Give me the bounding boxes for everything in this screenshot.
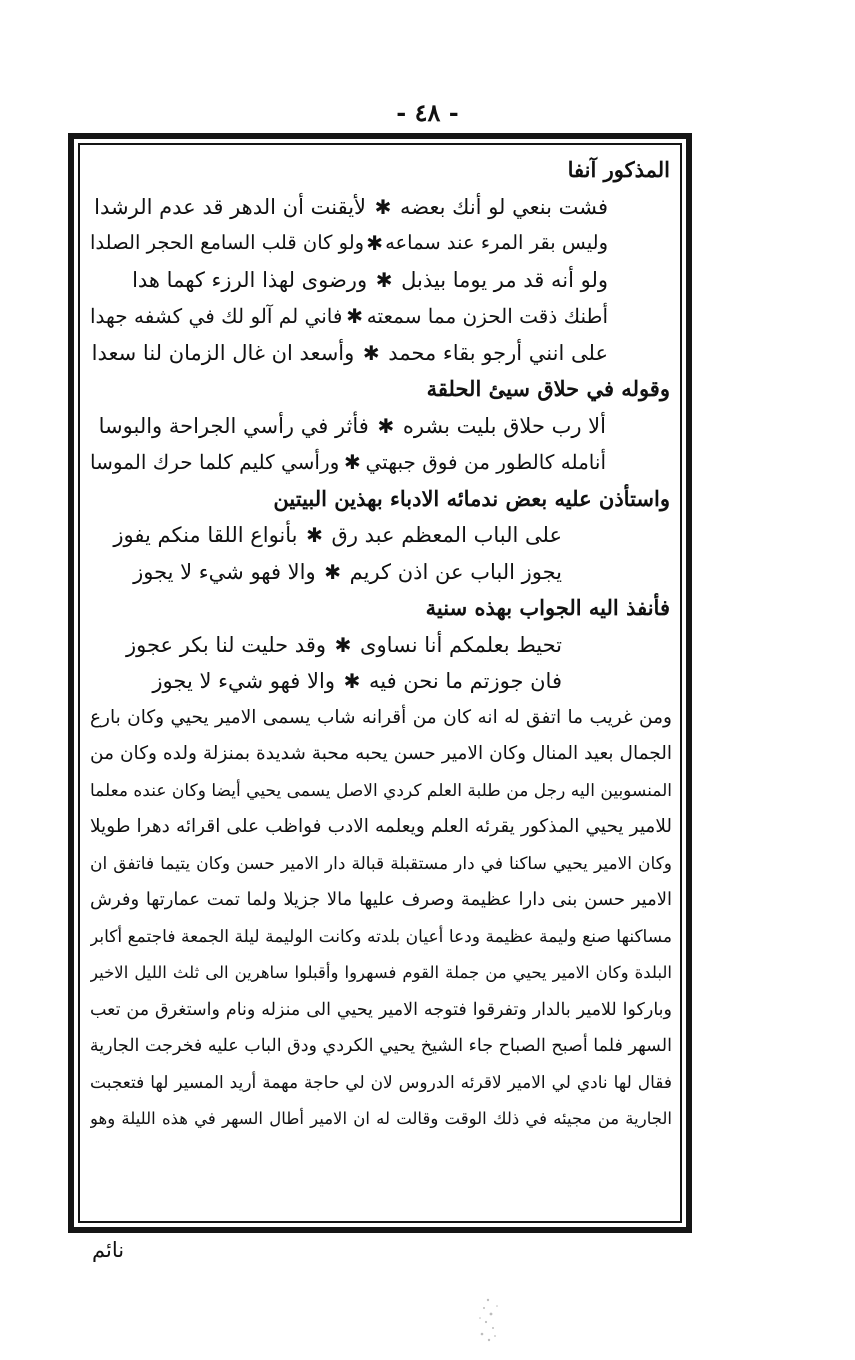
verse-separator-star-icon: ✱ (346, 304, 363, 328)
prose-line: ومن غريب ما اتفق له انه كان من أقرانه شاب يسمى الامير يحيي وكان بارع (90, 706, 672, 728)
verse-second-hemistich: ورضوى لهذا الرزء كهما هدا (132, 267, 368, 292)
prose-line: فقال لها نادي لي الامير لاقرئه الدروس لان لي حاجة مهمة أريد المسير لها فتعجبت (90, 1072, 672, 1093)
verse-first-hemistich: تحيط بعلمكم أنا نساوى (360, 632, 562, 657)
page-text-block (90, 152, 672, 1138)
verse-line (90, 189, 672, 226)
catchword: نائم (92, 1238, 125, 1262)
verse-first-hemistich: ألا رب حلاق بليت بشره (402, 413, 606, 438)
verse-second-hemistich: فأثر في رأسي الجراحة والبوسا (98, 413, 369, 438)
page-number: - ٤٨ - (396, 98, 459, 127)
verse-separator-star-icon: ✱ (344, 450, 361, 474)
prose-line: الامير حسن بنى دارا عظيمة وصرف عليها مالا جزيلا ولما تمت عمارتها وفرش (90, 889, 672, 910)
verse-separator-star-icon: ✱ (362, 340, 380, 365)
verse-separator-star-icon: ✱ (374, 194, 392, 219)
verse-line (90, 335, 672, 372)
verse-separator-star-icon: ✱ (377, 413, 395, 438)
verse-second-hemistich: بأنواع اللقا منكم يفوز (113, 523, 298, 547)
verse-separator-star-icon: ✱ (366, 231, 383, 255)
section-heading: المذكور آنفا (567, 157, 670, 182)
prose-line: الجارية من مجيئه في ذلك الوقت وقالت له ان الامير أطال السهر في هذه الليلة وهو (90, 1109, 672, 1128)
verse-separator-star-icon: ✱ (324, 559, 342, 584)
verse-second-hemistich: ولو كان قلب السامع الحجر الصلدا (90, 231, 365, 254)
verse-first-hemistich: وليس بقر المرء عند سماعه (385, 231, 608, 254)
verse-first-hemistich: يجوز الباب عن اذن كريم (349, 559, 562, 584)
verse-first-hemistich: على الباب المعظم عبد رق (331, 523, 562, 547)
verse-second-hemistich: والا فهو شيء لا يجوز (152, 669, 335, 693)
prose-line: المنسوبين اليه رجل من طلبة العلم كردي الاصل يسمى يحيي أيضا وكان عنده معلما (90, 780, 672, 801)
verse-second-hemistich: لأيقنت أن الدهر قد عدم الرشدا (94, 194, 367, 219)
verse-line (90, 663, 672, 700)
verse-second-hemistich: ورأسي كليم كلما حرك الموسا (90, 450, 340, 474)
verse-line (90, 444, 672, 481)
verse-first-hemistich: على انني أرجو بقاء محمد (388, 340, 608, 365)
section-heading: وقوله في حلاق سيئ الحلقة (426, 376, 670, 401)
verse-second-hemistich: وأسعد ان غال الزمان لنا سعدا (91, 340, 355, 365)
verse-line (90, 262, 672, 299)
verse-separator-star-icon: ✱ (306, 523, 323, 547)
section-heading: فأنفذ اليه الجواب بهذه سنية (425, 595, 670, 620)
verse-second-hemistich: فاني لم آلو لك في كشفه جهدا (90, 304, 343, 328)
prose-line: البلدة وكان الامير يحيي من جملة القوم فسهروا وأقبلوا ساهرين الى ثلث الليل الاخير (90, 963, 672, 982)
verse-line (90, 298, 672, 335)
verse-second-hemistich: وقد حليت لنا بكر عجوز (125, 632, 327, 657)
prose-line: الجمال بعيد المنال وكان الامير حسن يحبه محبة شديدة بمنزلة ولده وكان من (90, 743, 672, 764)
verse-line (90, 408, 672, 445)
verse-separator-star-icon: ✱ (343, 669, 361, 693)
verse-line (90, 517, 672, 554)
verse-separator-star-icon: ✱ (375, 267, 393, 292)
verse-line (90, 225, 672, 262)
verse-line (90, 554, 672, 591)
paper-speck-mark (468, 1290, 508, 1350)
prose-line: مساكنها صنع وليمة عظيمة ودعا أعيان بلدته وكانت الوليمة ليلة الجمعة فاجتمع أكابر (90, 926, 672, 947)
verse-first-hemistich: أطنك ذقت الحزن مما سمعته (366, 304, 608, 328)
verse-first-hemistich: فان جوزتم ما نحن فيه (368, 669, 562, 693)
prose-line: وباركوا للامير بالدار وتفرقوا فتوجه الامير يحيي الى منزله ونام واستغرق من تعب (90, 999, 672, 1020)
prose-line: للامير يحيي المذكور يقرئه العلم ويعلمه الادب فواظب على اقرائه دهرا طويلا (90, 816, 672, 837)
verse-second-hemistich: والا فهو شيء لا يجوز (133, 559, 316, 584)
section-heading: واستأذن عليه بعض ندمائه الادباء بهذين البيتين (273, 485, 670, 511)
prose-line: السهر فلما أصبح الصباح جاء الشيخ يحيي الكردي ودق الباب عليه فخرجت الجارية (90, 1036, 672, 1056)
verse-first-hemistich: ولو أنه قد مر يوما بيذبل (401, 267, 608, 292)
verse-first-hemistich: فشت بنعي لو أنك بعضه (400, 194, 608, 219)
verse-first-hemistich: أنامله كالطور من فوق جبهتي (365, 450, 606, 474)
prose-line: وكان الامير يحيي ساكنا في دار مستقبلة قبالة دار الامير حسن وكان يتيما فاتفق ان (90, 853, 672, 874)
verse-separator-star-icon: ✱ (334, 632, 352, 657)
verse-line (90, 627, 672, 664)
